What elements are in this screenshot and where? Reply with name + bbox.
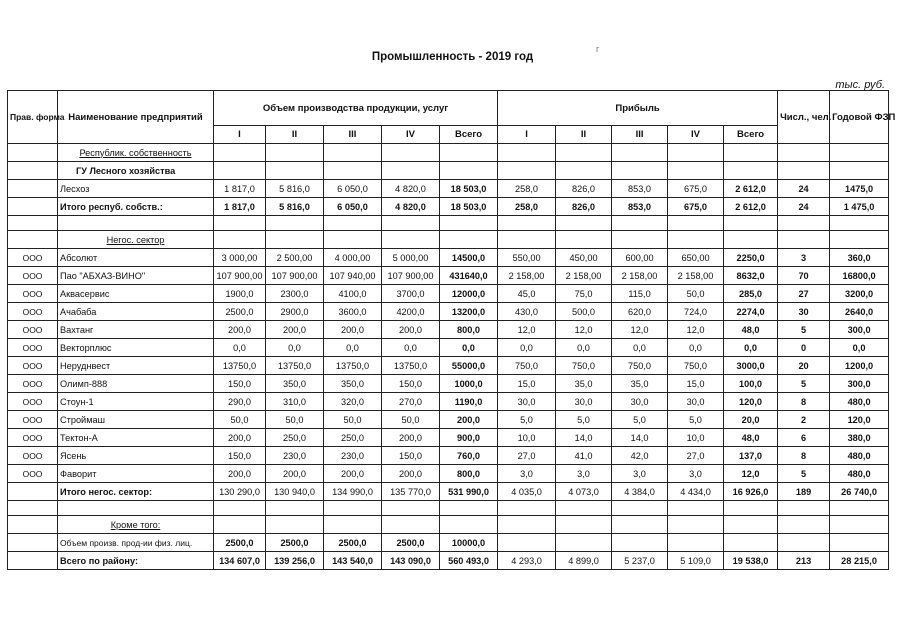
cell-profit-q2: 826,0 bbox=[556, 180, 612, 198]
cell-fzp bbox=[830, 534, 889, 552]
cell-volume-q2: 200,0 bbox=[266, 321, 324, 339]
cell-name: Итого негос. сектор: bbox=[58, 483, 214, 501]
cell-profit-total: 2 612,0 bbox=[724, 180, 778, 198]
cell-volume-q2: 107 900,00 bbox=[266, 267, 324, 285]
cell-count: 3 bbox=[778, 249, 830, 267]
cell-profit-q1: 15,0 bbox=[498, 375, 556, 393]
cell-name: Пао "АБХАЗ-ВИНО" bbox=[58, 267, 214, 285]
cell-volume-total: 1190,0 bbox=[440, 393, 498, 411]
cell-profit-q4: 15,0 bbox=[668, 375, 724, 393]
cell-profit-q1: 45,0 bbox=[498, 285, 556, 303]
cell-prav: ООО bbox=[8, 393, 58, 411]
cell-volume-q4: 200,0 bbox=[382, 321, 440, 339]
cell-prav: ООО bbox=[8, 375, 58, 393]
cell-fzp: 380,0 bbox=[830, 429, 889, 447]
cell-volume-q1: 130 290,0 bbox=[214, 483, 266, 501]
cell-profit-q2: 3,0 bbox=[556, 465, 612, 483]
cell-volume-q3: 4100,0 bbox=[324, 285, 382, 303]
cell-volume-q1: 50,0 bbox=[214, 411, 266, 429]
header-p-q4: IV bbox=[668, 126, 724, 144]
cell-profit-q2: 2 158,00 bbox=[556, 267, 612, 285]
cell-volume-q4: 50,0 bbox=[382, 411, 440, 429]
header-v-q4: IV bbox=[382, 126, 440, 144]
cell-fzp: 16800,0 bbox=[830, 267, 889, 285]
cell-volume-total: 800,0 bbox=[440, 321, 498, 339]
cell-profit-q4: 675,0 bbox=[668, 198, 724, 216]
table-row bbox=[8, 339, 889, 357]
cell-name: Фаворит bbox=[58, 465, 214, 483]
cell-name: Лесхоз bbox=[58, 180, 214, 198]
section-besides: Кроме того: bbox=[58, 516, 214, 534]
cell-count: 24 bbox=[778, 198, 830, 216]
cell-profit-q2: 14,0 bbox=[556, 429, 612, 447]
cell-volume-q3: 200,0 bbox=[324, 465, 382, 483]
cell-profit-q4: 27,0 bbox=[668, 447, 724, 465]
cell-volume-q4: 107 900,00 bbox=[382, 267, 440, 285]
cell-volume-q4: 135 770,0 bbox=[382, 483, 440, 501]
cell-volume-q3: 134 990,0 bbox=[324, 483, 382, 501]
scan-mark: г bbox=[596, 44, 600, 54]
cell-volume-q2: 2 500,00 bbox=[266, 249, 324, 267]
cell-volume-q1: 3 000,00 bbox=[214, 249, 266, 267]
cell-prav: ООО bbox=[8, 249, 58, 267]
cell-volume-total: 531 990,0 bbox=[440, 483, 498, 501]
cell-count: 0 bbox=[778, 339, 830, 357]
cell-fzp: 26 740,0 bbox=[830, 483, 889, 501]
cell-profit-q2 bbox=[556, 534, 612, 552]
cell-profit-q1: 550,00 bbox=[498, 249, 556, 267]
cell-fzp: 480,0 bbox=[830, 465, 889, 483]
cell-profit-total: 20,0 bbox=[724, 411, 778, 429]
cell-profit-q1: 4 035,0 bbox=[498, 483, 556, 501]
cell-fzp: 3200,0 bbox=[830, 285, 889, 303]
cell-prav: ООО bbox=[8, 447, 58, 465]
cell-volume-q3: 107 940,00 bbox=[324, 267, 382, 285]
cell-profit-q2: 450,00 bbox=[556, 249, 612, 267]
cell-prav bbox=[8, 552, 58, 570]
cell-volume-q2: 350,0 bbox=[266, 375, 324, 393]
cell-profit-q4: 12,0 bbox=[668, 321, 724, 339]
cell-volume-q4: 4 820,0 bbox=[382, 198, 440, 216]
cell-profit-q1: 4 293,0 bbox=[498, 552, 556, 570]
cell-profit-q4: 5,0 bbox=[668, 411, 724, 429]
cell-fzp: 360,0 bbox=[830, 249, 889, 267]
cell-profit-total: 2 612,0 bbox=[724, 198, 778, 216]
header-profit: Прибыль bbox=[498, 91, 778, 126]
cell-fzp: 480,0 bbox=[830, 447, 889, 465]
table-row-total bbox=[8, 483, 889, 501]
cell-prav bbox=[8, 534, 58, 552]
header-fzp: Годовой ФЗП bbox=[830, 91, 889, 144]
cell-volume-total: 760,0 bbox=[440, 447, 498, 465]
cell-count: 30 bbox=[778, 303, 830, 321]
cell-profit-q1: 12,0 bbox=[498, 321, 556, 339]
cell-count: 189 bbox=[778, 483, 830, 501]
cell-profit-q4: 0,0 bbox=[668, 339, 724, 357]
cell-volume-total: 431640,0 bbox=[440, 267, 498, 285]
industry-table bbox=[7, 90, 896, 570]
table-row bbox=[8, 180, 889, 198]
cell-volume-q3: 4 000,00 bbox=[324, 249, 382, 267]
cell-volume-q4: 143 090,0 bbox=[382, 552, 440, 570]
cell-profit-total: 8632,0 bbox=[724, 267, 778, 285]
cell-profit-q2: 30,0 bbox=[556, 393, 612, 411]
cell-volume-q4: 150,0 bbox=[382, 447, 440, 465]
cell-volume-total: 13200,0 bbox=[440, 303, 498, 321]
cell-profit-q4: 30,0 bbox=[668, 393, 724, 411]
cell-count: 70 bbox=[778, 267, 830, 285]
cell-fzp: 1200,0 bbox=[830, 357, 889, 375]
cell-prav: ООО bbox=[8, 321, 58, 339]
cell-prav: ООО bbox=[8, 411, 58, 429]
cell-volume-total: 1000,0 bbox=[440, 375, 498, 393]
cell-volume-q3: 250,0 bbox=[324, 429, 382, 447]
cell-count: 6 bbox=[778, 429, 830, 447]
cell-prav bbox=[8, 180, 58, 198]
cell-volume-q1: 13750,0 bbox=[214, 357, 266, 375]
cell-volume-q2: 2900,0 bbox=[266, 303, 324, 321]
cell-volume-q2: 139 256,0 bbox=[266, 552, 324, 570]
cell-fzp: 28 215,0 bbox=[830, 552, 889, 570]
cell-name: Абсолют bbox=[58, 249, 214, 267]
cell-volume-q2: 13750,0 bbox=[266, 357, 324, 375]
cell-profit-q1: 750,0 bbox=[498, 357, 556, 375]
header-prav: Прав. форма bbox=[8, 91, 58, 144]
cell-profit-q2: 750,0 bbox=[556, 357, 612, 375]
table-row bbox=[8, 447, 889, 465]
cell-profit-q4: 50,0 bbox=[668, 285, 724, 303]
cell-profit-q4 bbox=[668, 534, 724, 552]
cell-volume-total: 800,0 bbox=[440, 465, 498, 483]
cell-volume-q2: 230,0 bbox=[266, 447, 324, 465]
cell-volume-q2: 50,0 bbox=[266, 411, 324, 429]
cell-profit-q2: 75,0 bbox=[556, 285, 612, 303]
cell-profit-q4: 3,0 bbox=[668, 465, 724, 483]
cell-profit-q2: 0,0 bbox=[556, 339, 612, 357]
cell-prav: ООО bbox=[8, 267, 58, 285]
cell-profit-q3: 620,0 bbox=[612, 303, 668, 321]
cell-fzp: 0,0 bbox=[830, 339, 889, 357]
cell-profit-q3: 30,0 bbox=[612, 393, 668, 411]
cell-profit-q4: 750,0 bbox=[668, 357, 724, 375]
cell-profit-total: 137,0 bbox=[724, 447, 778, 465]
cell-volume-q2: 2300,0 bbox=[266, 285, 324, 303]
cell-profit-total: 12,0 bbox=[724, 465, 778, 483]
cell-fzp: 480,0 bbox=[830, 393, 889, 411]
cell-volume-q4: 270,0 bbox=[382, 393, 440, 411]
cell-volume-total: 10000,0 bbox=[440, 534, 498, 552]
cell-volume-q2: 0,0 bbox=[266, 339, 324, 357]
cell-name: Вахтанг bbox=[58, 321, 214, 339]
cell-volume-q1: 200,0 bbox=[214, 321, 266, 339]
cell-volume-q3: 3600,0 bbox=[324, 303, 382, 321]
cell-profit-q1 bbox=[498, 534, 556, 552]
cell-prav: ООО bbox=[8, 303, 58, 321]
section-gu: ГУ Лесного хозяйства bbox=[58, 162, 214, 180]
cell-count: 8 bbox=[778, 447, 830, 465]
cell-profit-q1: 27,0 bbox=[498, 447, 556, 465]
table-row-grand-total bbox=[8, 552, 889, 570]
cell-volume-total: 14500,0 bbox=[440, 249, 498, 267]
cell-volume-q3: 350,0 bbox=[324, 375, 382, 393]
cell-volume-q1: 134 607,0 bbox=[214, 552, 266, 570]
cell-profit-q3: 2 158,00 bbox=[612, 267, 668, 285]
cell-profit-q2: 41,0 bbox=[556, 447, 612, 465]
cell-volume-q2: 5 816,0 bbox=[266, 180, 324, 198]
cell-profit-q4: 2 158,00 bbox=[668, 267, 724, 285]
cell-volume-q1: 150,0 bbox=[214, 375, 266, 393]
cell-volume-q4: 13750,0 bbox=[382, 357, 440, 375]
cell-volume-q4: 2500,0 bbox=[382, 534, 440, 552]
cell-profit-q4: 650,00 bbox=[668, 249, 724, 267]
cell-name: Ачабаба bbox=[58, 303, 214, 321]
cell-volume-q4: 5 000,00 bbox=[382, 249, 440, 267]
cell-prav: ООО bbox=[8, 285, 58, 303]
cell-count: 24 bbox=[778, 180, 830, 198]
cell-profit-q1: 2 158,00 bbox=[498, 267, 556, 285]
cell-volume-q2: 250,0 bbox=[266, 429, 324, 447]
cell-volume-q3: 0,0 bbox=[324, 339, 382, 357]
cell-prav: ООО bbox=[8, 465, 58, 483]
cell-volume-q2: 130 940,0 bbox=[266, 483, 324, 501]
cell-volume-q3: 320,0 bbox=[324, 393, 382, 411]
table-row bbox=[8, 393, 889, 411]
cell-volume-q4: 200,0 bbox=[382, 429, 440, 447]
cell-name: Тектон-А bbox=[58, 429, 214, 447]
cell-profit-total: 19 538,0 bbox=[724, 552, 778, 570]
cell-volume-q3: 6 050,0 bbox=[324, 180, 382, 198]
cell-profit-q3: 12,0 bbox=[612, 321, 668, 339]
header-v-q3: III bbox=[324, 126, 382, 144]
cell-name: Строймаш bbox=[58, 411, 214, 429]
cell-volume-total: 900,0 bbox=[440, 429, 498, 447]
cell-volume-q3: 143 540,0 bbox=[324, 552, 382, 570]
cell-prav: ООО bbox=[8, 429, 58, 447]
cell-profit-total bbox=[724, 534, 778, 552]
table-row bbox=[8, 285, 889, 303]
cell-volume-total: 12000,0 bbox=[440, 285, 498, 303]
cell-name: Итого респуб. собств.: bbox=[58, 198, 214, 216]
cell-profit-total: 120,0 bbox=[724, 393, 778, 411]
cell-profit-total: 3000,0 bbox=[724, 357, 778, 375]
cell-profit-total: 48,0 bbox=[724, 429, 778, 447]
cell-profit-q4: 724,0 bbox=[668, 303, 724, 321]
cell-profit-q3: 115,0 bbox=[612, 285, 668, 303]
cell-count: 8 bbox=[778, 393, 830, 411]
cell-profit-q1: 5,0 bbox=[498, 411, 556, 429]
cell-volume-q1: 200,0 bbox=[214, 465, 266, 483]
table-row bbox=[8, 321, 889, 339]
cell-volume-q1: 1900,0 bbox=[214, 285, 266, 303]
cell-profit-q2: 4 073,0 bbox=[556, 483, 612, 501]
table-row bbox=[8, 429, 889, 447]
cell-volume-total: 560 493,0 bbox=[440, 552, 498, 570]
cell-profit-q2: 5,0 bbox=[556, 411, 612, 429]
cell-profit-q1: 258,0 bbox=[498, 180, 556, 198]
header-p-total: Всего bbox=[724, 126, 778, 144]
cell-volume-q4: 4 820,0 bbox=[382, 180, 440, 198]
cell-volume-q2: 200,0 bbox=[266, 465, 324, 483]
cell-profit-q3: 5,0 bbox=[612, 411, 668, 429]
cell-profit-total: 2274,0 bbox=[724, 303, 778, 321]
header-volume: Объем производства продукции, услуг bbox=[214, 91, 498, 126]
cell-profit-q4: 4 434,0 bbox=[668, 483, 724, 501]
cell-volume-q1: 107 900,00 bbox=[214, 267, 266, 285]
cell-volume-q1: 2500,0 bbox=[214, 534, 266, 552]
cell-profit-q3: 853,0 bbox=[612, 198, 668, 216]
cell-volume-q3: 6 050,0 bbox=[324, 198, 382, 216]
cell-volume-q1: 2500,0 bbox=[214, 303, 266, 321]
table-row bbox=[8, 249, 889, 267]
cell-volume-q3: 13750,0 bbox=[324, 357, 382, 375]
cell-volume-q4: 150,0 bbox=[382, 375, 440, 393]
cell-count bbox=[778, 534, 830, 552]
cell-profit-total: 285,0 bbox=[724, 285, 778, 303]
section-republic: Республик. собственность bbox=[58, 144, 214, 162]
cell-count: 2 bbox=[778, 411, 830, 429]
cell-profit-q1: 10,0 bbox=[498, 429, 556, 447]
cell-profit-q4: 10,0 bbox=[668, 429, 724, 447]
cell-volume-q3: 2500,0 bbox=[324, 534, 382, 552]
cell-volume-q1: 1 817,0 bbox=[214, 180, 266, 198]
cell-volume-q2: 310,0 bbox=[266, 393, 324, 411]
cell-volume-q2: 2500,0 bbox=[266, 534, 324, 552]
header-p-q2: II bbox=[556, 126, 612, 144]
cell-profit-q2: 4 899,0 bbox=[556, 552, 612, 570]
header-count: Числ., чел. bbox=[778, 91, 830, 144]
cell-volume-q3: 230,0 bbox=[324, 447, 382, 465]
cell-profit-q4: 675,0 bbox=[668, 180, 724, 198]
cell-prav: ООО bbox=[8, 339, 58, 357]
cell-volume-q1: 1 817,0 bbox=[214, 198, 266, 216]
cell-count: 5 bbox=[778, 465, 830, 483]
cell-profit-q4: 5 109,0 bbox=[668, 552, 724, 570]
cell-volume-q4: 3700,0 bbox=[382, 285, 440, 303]
cell-profit-q1: 258,0 bbox=[498, 198, 556, 216]
cell-name: Олимп-888 bbox=[58, 375, 214, 393]
cell-fzp: 2640,0 bbox=[830, 303, 889, 321]
cell-profit-q3: 0,0 bbox=[612, 339, 668, 357]
header-p-q3: III bbox=[612, 126, 668, 144]
cell-name: Объем произв. прод-ии физ. лиц. bbox=[58, 534, 214, 552]
header-name: Наименование предприятий bbox=[58, 91, 214, 144]
cell-name: Ясень bbox=[58, 447, 214, 465]
cell-name: Векторплюс bbox=[58, 339, 214, 357]
page-title: Промышленность - 2019 год bbox=[371, 51, 534, 63]
cell-fzp: 120,0 bbox=[830, 411, 889, 429]
cell-count: 5 bbox=[778, 375, 830, 393]
header-v-q1: I bbox=[214, 126, 266, 144]
cell-profit-q3: 35,0 bbox=[612, 375, 668, 393]
cell-fzp: 1 475,0 bbox=[830, 198, 889, 216]
cell-count: 27 bbox=[778, 285, 830, 303]
cell-count: 20 bbox=[778, 357, 830, 375]
cell-profit-q1: 3,0 bbox=[498, 465, 556, 483]
cell-fzp: 1475,0 bbox=[830, 180, 889, 198]
cell-profit-q3: 4 384,0 bbox=[612, 483, 668, 501]
cell-profit-q1: 0,0 bbox=[498, 339, 556, 357]
cell-profit-total: 48,0 bbox=[724, 321, 778, 339]
cell-profit-total: 0,0 bbox=[724, 339, 778, 357]
cell-volume-q1: 0,0 bbox=[214, 339, 266, 357]
header-p-q1: I bbox=[498, 126, 556, 144]
cell-volume-total: 18 503,0 bbox=[440, 198, 498, 216]
cell-count: 5 bbox=[778, 321, 830, 339]
cell-fzp: 300,0 bbox=[830, 321, 889, 339]
cell-volume-total: 55000,0 bbox=[440, 357, 498, 375]
cell-volume-total: 0,0 bbox=[440, 339, 498, 357]
cell-volume-q3: 50,0 bbox=[324, 411, 382, 429]
cell-profit-q3: 5 237,0 bbox=[612, 552, 668, 570]
section-private: Негос. сектор bbox=[58, 231, 214, 249]
cell-prav bbox=[8, 483, 58, 501]
cell-volume-q4: 0,0 bbox=[382, 339, 440, 357]
cell-profit-q3: 600,00 bbox=[612, 249, 668, 267]
header-v-total: Всего bbox=[440, 126, 498, 144]
cell-prav: ООО bbox=[8, 357, 58, 375]
cell-profit-q2: 826,0 bbox=[556, 198, 612, 216]
cell-volume-total: 18 503,0 bbox=[440, 180, 498, 198]
table-row bbox=[8, 267, 889, 285]
table-row bbox=[8, 465, 889, 483]
cell-name: Аквасервис bbox=[58, 285, 214, 303]
table-row-total bbox=[8, 198, 889, 216]
cell-profit-q3: 42,0 bbox=[612, 447, 668, 465]
cell-profit-q3: 3,0 bbox=[612, 465, 668, 483]
cell-profit-q3 bbox=[612, 534, 668, 552]
table-row bbox=[8, 534, 889, 552]
cell-count: 213 bbox=[778, 552, 830, 570]
cell-fzp: 300,0 bbox=[830, 375, 889, 393]
cell-profit-q3: 750,0 bbox=[612, 357, 668, 375]
cell-volume-q2: 5 816,0 bbox=[266, 198, 324, 216]
cell-volume-total: 200,0 bbox=[440, 411, 498, 429]
cell-prav bbox=[8, 198, 58, 216]
cell-profit-q3: 853,0 bbox=[612, 180, 668, 198]
table-row bbox=[8, 357, 889, 375]
header-v-q2: II bbox=[266, 126, 324, 144]
cell-volume-q3: 200,0 bbox=[324, 321, 382, 339]
cell-profit-total: 16 926,0 bbox=[724, 483, 778, 501]
cell-profit-q2: 500,0 bbox=[556, 303, 612, 321]
cell-name: Стоун-1 bbox=[58, 393, 214, 411]
cell-volume-q4: 4200,0 bbox=[382, 303, 440, 321]
cell-profit-q3: 14,0 bbox=[612, 429, 668, 447]
cell-name: Неруднвест bbox=[58, 357, 214, 375]
cell-name: Всего по району: bbox=[58, 552, 214, 570]
table-row bbox=[8, 411, 889, 429]
cell-volume-q1: 150,0 bbox=[214, 447, 266, 465]
cell-profit-q1: 430,0 bbox=[498, 303, 556, 321]
cell-profit-q2: 35,0 bbox=[556, 375, 612, 393]
cell-profit-q1: 30,0 bbox=[498, 393, 556, 411]
cell-volume-q1: 200,0 bbox=[214, 429, 266, 447]
table-row bbox=[8, 375, 889, 393]
cell-volume-q1: 290,0 bbox=[214, 393, 266, 411]
cell-profit-total: 2250,0 bbox=[724, 249, 778, 267]
table-row bbox=[8, 303, 889, 321]
cell-profit-total: 100,0 bbox=[724, 375, 778, 393]
units-label: тыс. руб. bbox=[835, 79, 885, 91]
cell-volume-q4: 200,0 bbox=[382, 465, 440, 483]
cell-profit-q2: 12,0 bbox=[556, 321, 612, 339]
